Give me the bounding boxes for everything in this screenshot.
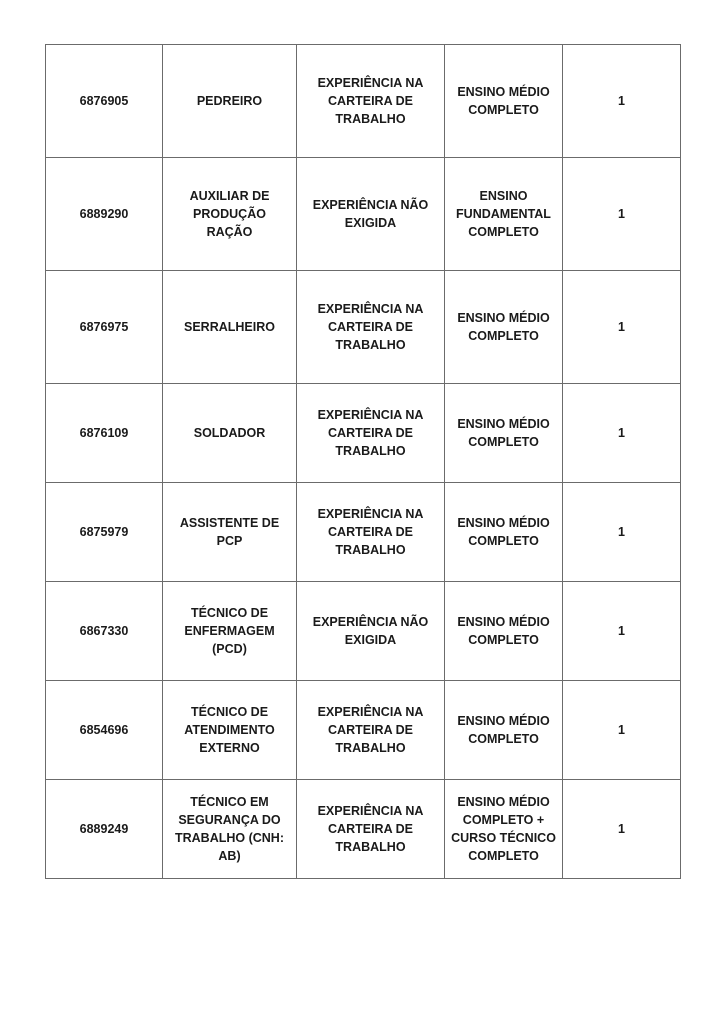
job-title-cell: ASSISTENTE DE PCP — [163, 483, 297, 582]
job-title-cell: SOLDADOR — [163, 384, 297, 483]
job-experience-cell: EXPERIÊNCIA NA CARTEIRA DE TRABALHO — [297, 681, 445, 780]
job-code-cell: 6876109 — [46, 384, 163, 483]
job-code-cell: 6889290 — [46, 158, 163, 271]
job-experience-cell: EXPERIÊNCIA NA CARTEIRA DE TRABALHO — [297, 45, 445, 158]
job-vacancies-cell: 1 — [563, 483, 681, 582]
job-experience-cell: EXPERIÊNCIA NA CARTEIRA DE TRABALHO — [297, 384, 445, 483]
job-title-cell: SERRALHEIRO — [163, 271, 297, 384]
job-education-cell: ENSINO FUNDAMENTAL COMPLETO — [445, 158, 563, 271]
job-code-cell: 6875979 — [46, 483, 163, 582]
job-experience-cell: EXPERIÊNCIA NA CARTEIRA DE TRABALHO — [297, 483, 445, 582]
job-vacancies-cell: 1 — [563, 780, 681, 879]
job-education-cell: ENSINO MÉDIO COMPLETO — [445, 483, 563, 582]
job-experience-cell: EXPERIÊNCIA NÃO EXIGIDA — [297, 582, 445, 681]
job-code-cell: 6854696 — [46, 681, 163, 780]
job-vacancies-cell: 1 — [563, 271, 681, 384]
job-education-cell: ENSINO MÉDIO COMPLETO — [445, 45, 563, 158]
job-listings-table — [45, 44, 681, 879]
job-title-cell: TÉCNICO EM SEGURANÇA DO TRABALHO (CNH: AB) — [163, 780, 297, 879]
job-vacancies-cell: 1 — [563, 158, 681, 271]
table-row — [46, 158, 681, 271]
job-vacancies-cell: 1 — [563, 384, 681, 483]
job-code-cell: 6876905 — [46, 45, 163, 158]
job-code-cell: 6867330 — [46, 582, 163, 681]
job-experience-cell: EXPERIÊNCIA NÃO EXIGIDA — [297, 158, 445, 271]
job-title-cell: TÉCNICO DE ENFERMAGEM (PCD) — [163, 582, 297, 681]
job-listings-body — [46, 45, 681, 879]
table-row — [46, 582, 681, 681]
table-row — [46, 681, 681, 780]
job-education-cell: ENSINO MÉDIO COMPLETO — [445, 681, 563, 780]
job-code-cell: 6876975 — [46, 271, 163, 384]
job-education-cell: ENSINO MÉDIO COMPLETO — [445, 384, 563, 483]
job-education-cell: ENSINO MÉDIO COMPLETO — [445, 582, 563, 681]
job-vacancies-cell: 1 — [563, 681, 681, 780]
table-row — [46, 483, 681, 582]
table-row — [46, 780, 681, 879]
job-education-cell: ENSINO MÉDIO COMPLETO + CURSO TÉCNICO COMPLETO — [445, 780, 563, 879]
table-row — [46, 271, 681, 384]
job-education-cell: ENSINO MÉDIO COMPLETO — [445, 271, 563, 384]
job-vacancies-cell: 1 — [563, 582, 681, 681]
table-row — [46, 384, 681, 483]
job-experience-cell: EXPERIÊNCIA NA CARTEIRA DE TRABALHO — [297, 271, 445, 384]
job-title-cell: PEDREIRO — [163, 45, 297, 158]
job-code-cell: 6889249 — [46, 780, 163, 879]
job-vacancies-cell: 1 — [563, 45, 681, 158]
job-experience-cell: EXPERIÊNCIA NA CARTEIRA DE TRABALHO — [297, 780, 445, 879]
table-row — [46, 45, 681, 158]
job-title-cell: TÉCNICO DE ATENDIMENTO EXTERNO — [163, 681, 297, 780]
job-title-cell: AUXILIAR DE PRODUÇÃO RAÇÃO — [163, 158, 297, 271]
